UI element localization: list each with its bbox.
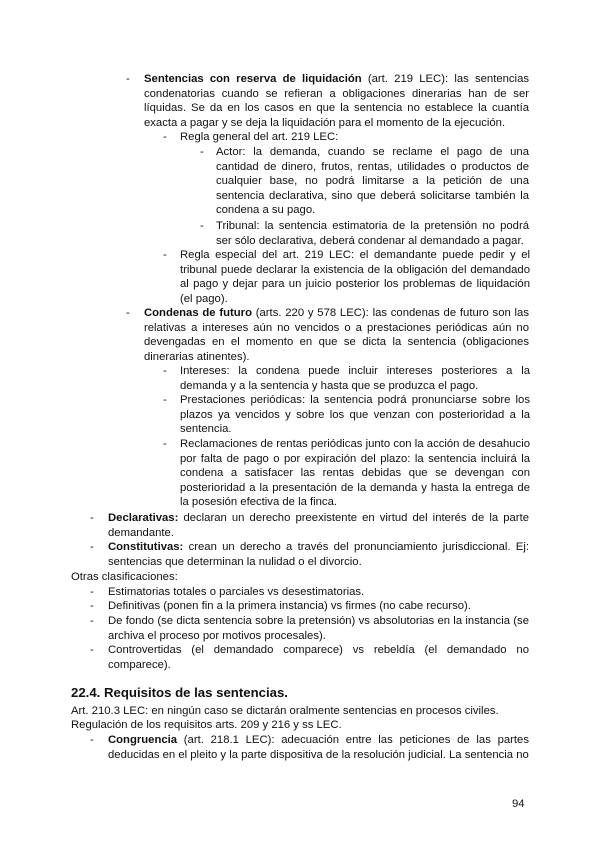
bullet-dash: - xyxy=(90,734,94,746)
item-text: (art. 218.1 LEC): adecuación entre las peticiones de las partes deducidas en el pleito y la parte dispositiva de la resolución judicial. La sentencia no xyxy=(108,734,529,761)
bullet-dash: - xyxy=(126,307,130,319)
bullet-dash: - xyxy=(126,73,130,85)
item-tribunal: Tribunal: la sentencia estimatoria de la pretensión no podrá ser sólo declarativa, deberá condenar al demandado a pagar. xyxy=(216,220,529,247)
item-definitivas: Definitivas (ponen fin a la primera instancia) vs firmes (no cabe recurso). xyxy=(108,600,471,612)
section-heading: 22.4. Requisitos de las sentencias. xyxy=(71,685,288,700)
term-title: Sentencias con reserva de liquidación xyxy=(144,73,362,85)
bullet-dash: - xyxy=(163,438,167,450)
bullet-dash: - xyxy=(163,249,167,261)
term-title: Condenas de futuro xyxy=(144,307,252,319)
item-declarativas xyxy=(108,511,529,540)
otras-clasificaciones-label: Otras clasificaciones: xyxy=(71,571,178,583)
item-congruencia xyxy=(108,733,529,762)
item-controvertidas: Controvertidas (el demandado comparece) vs rebeldía (el demandado no comparece). xyxy=(108,644,529,671)
paragraph-art-210: Art. 210.3 LEC: en ningún caso se dictarán oralmente sentencias en procesos civiles. xyxy=(71,705,499,717)
item-intereses: Intereses: la condena puede incluir intereses posteriores a la demanda y a la sentencia y hasta que se produzca el pago. xyxy=(180,365,530,392)
bullet-dash: - xyxy=(90,600,94,612)
bullet-dash: - xyxy=(90,541,94,553)
item-text: (art. 219 LEC): las sentencias condenatorias cuando se refieran a obligaciones dinerarias han de ser líquidas. Se da en los casos en que la sentencia no establece la cuantía exacta a pagar y se deja la liquidación para el momento de la ejecución. xyxy=(144,73,529,129)
bullet-dash: - xyxy=(200,220,204,232)
term-title: Congruencia xyxy=(108,734,178,746)
item-text: (arts. 220 y 578 LEC): las condenas de futuro son las relativas a intereses aún no vencidos o a prestaciones periódicas aún no devengadas en el momento en que se dicta la sentencia (obligaciones dinerarias atinentes). xyxy=(144,307,529,363)
paragraph-regulacion: Regulación de los requisitos arts. 209 y 216 y ss LEC. xyxy=(71,719,342,731)
item-regla-general: Regla general del art. 219 LEC: xyxy=(180,131,339,143)
item-text: declaran un derecho preexistente en virtud del interés de la parte demandante. xyxy=(108,512,529,539)
bullet-dash: - xyxy=(163,394,167,406)
item-reclamaciones: Reclamaciones de rentas periódicas junto con la acción de desahucio por falta de pago o por expiración del plazo: la sentencia incluirá la condena a satisfacer las rentas debidas que se devengan con posterioridad a la presentación de la demanda y hasta la entrega de la posesión efectiva de la finca. xyxy=(180,438,530,509)
item-condenas-futuro xyxy=(144,306,529,364)
term-title: Constitutivas: xyxy=(108,541,184,553)
item-reserva-liquidacion xyxy=(144,72,529,130)
bullet-dash: - xyxy=(90,644,94,656)
item-actor: Actor: la demanda, cuando se reclame el pago de una cantidad de dinero, frutos, rentas, utilidades o productos de cualquier base, no podrá limitarse a la petición de una sentencia declarativa, sino que deberá solicitarse también la condena a su pago. xyxy=(216,146,529,217)
page-number: 94 xyxy=(512,798,525,810)
bullet-dash: - xyxy=(200,146,204,158)
item-estimatorias: Estimatorias totales o parciales vs desestimatorias. xyxy=(108,586,365,598)
item-regla-especial: Regla especial del art. 219 LEC: el demandante puede pedir y el tribunal puede declarar la existencia de la obligación del demandado al pago y dejar para un juicio posterior los problemas de liquidación (el pago). xyxy=(180,249,530,305)
bullet-dash: - xyxy=(163,131,167,143)
item-constitutivas xyxy=(108,540,529,569)
bullet-dash: - xyxy=(90,615,94,627)
item-text: crean un derecho a través del pronunciamiento jurisdiccional. Ej: sentencias que determinan la nulidad o el divorcio. xyxy=(108,541,529,568)
bullet-dash: - xyxy=(163,365,167,377)
item-prestaciones: Prestaciones periódicas: la sentencia podrá pronunciarse sobre los plazos ya vencidos y sobre los que venzan con posterioridad a la sentencia. xyxy=(180,394,530,436)
bullet-dash: - xyxy=(90,512,94,524)
bullet-dash: - xyxy=(90,586,94,598)
term-title: Declarativas: xyxy=(108,512,179,524)
item-de-fondo: De fondo (se dicta sentencia sobre la pretensión) vs absolutorias en la instancia (se archiva el proceso por motivos procesales). xyxy=(108,615,529,642)
